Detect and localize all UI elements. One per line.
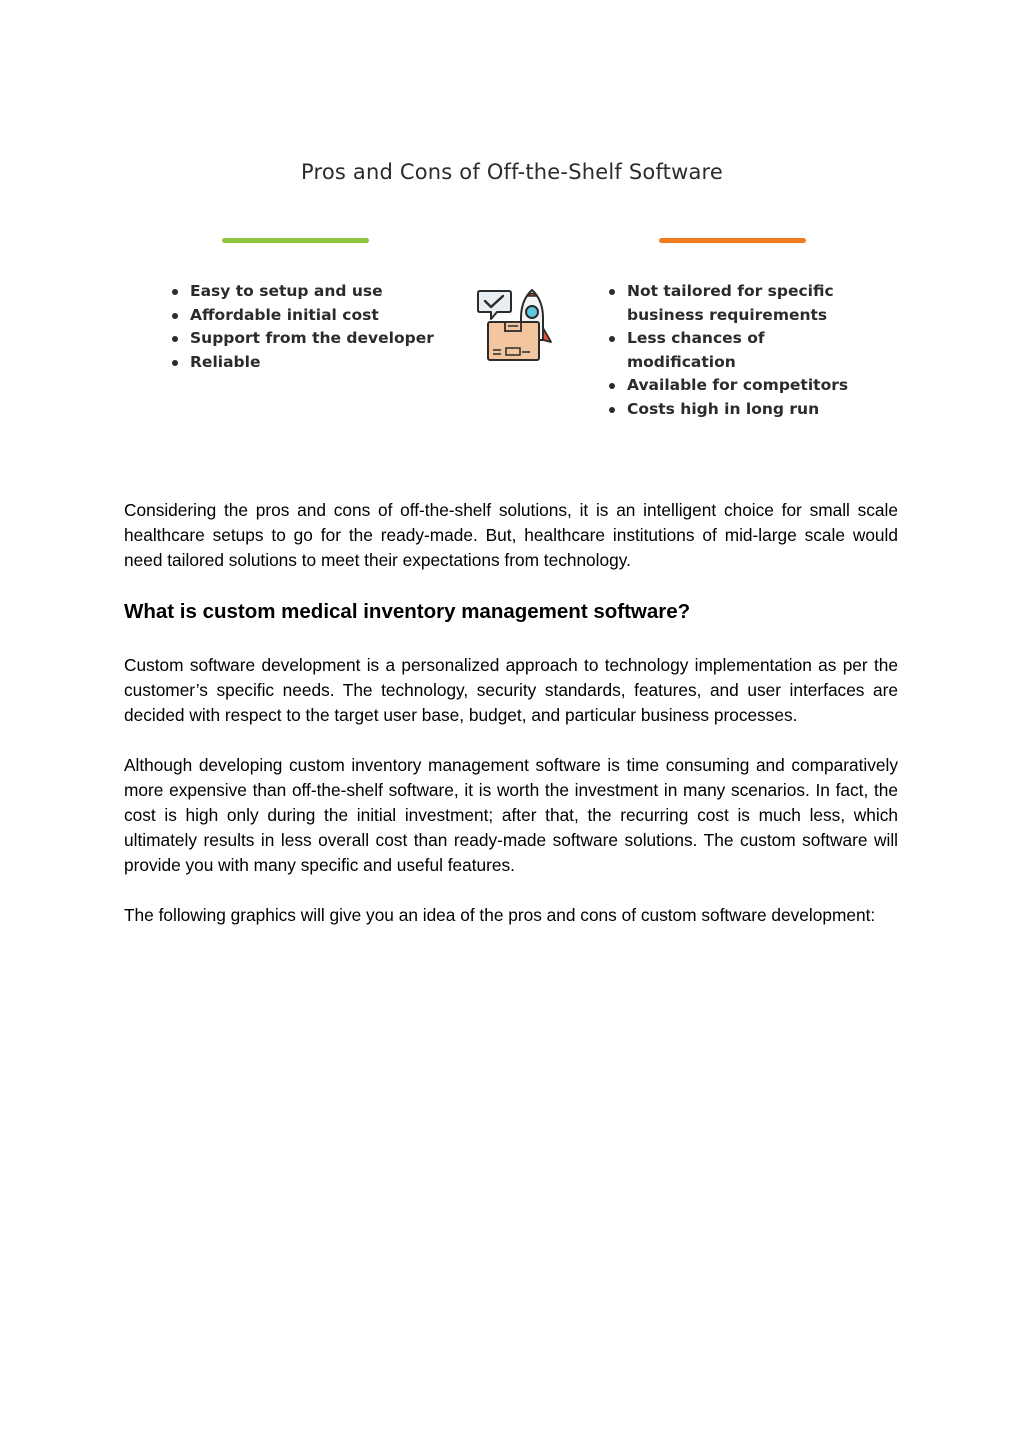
pros-cons-infographic [0,0,1024,460]
pros-list-item: Support from the developer [170,327,460,351]
pros-accent-bar [222,238,369,243]
box-rocket-chat-icon [475,288,555,368]
cons-accent-bar [659,238,806,243]
pros-list-item: Easy to setup and use [170,280,460,304]
paragraph-graphics-intro: The following graphics will give you an idea of the pros and cons of custom software development: [124,905,876,925]
pros-list-item: Affordable initial cost [170,304,460,328]
cons-list-item: Costs high in long run [607,398,867,422]
cons-list-item: Not tailored for specific business requirements [607,280,867,327]
cons-list-item: Less chances of modification [607,327,867,374]
section-heading: What is custom medical inventory management software? [124,600,691,623]
infographic-title: Pros and Cons of Off-the-Shelf Software [300,160,724,184]
cons-list-item: Available for competitors [607,374,867,398]
paragraph-offshelf-summary: Considering the pros and cons of off-the-shelf solutions, it is an intelligent choice for small scale healthcare setups to go for the ready-made. But, healthcare institutions of mid-large scale would need tailored solutions to meet their expectations from technology. [124,500,898,570]
pros-list [170,280,460,374]
cons-list [607,280,867,421]
paragraph-custom-definition: Custom software development is a personalized approach to technology implementation as per the customer’s specific needs. The technology, security standards, features, and user interfaces are decided with respect to the target user base, budget, and particular business processes. [124,655,898,725]
document-body [124,498,898,953]
paragraph-custom-investment: Although developing custom inventory management software is time consuming and comparatively more expensive than off-the-shelf software, it is worth the investment in many scenarios. In fact, the cost is high only during the initial investment; after that, the recurring cost is much less, which ultimately results in less overall cost than ready-made software solutions. The custom software will provide you with many specific and useful features. [124,755,898,875]
pros-list-item: Reliable [170,351,460,375]
